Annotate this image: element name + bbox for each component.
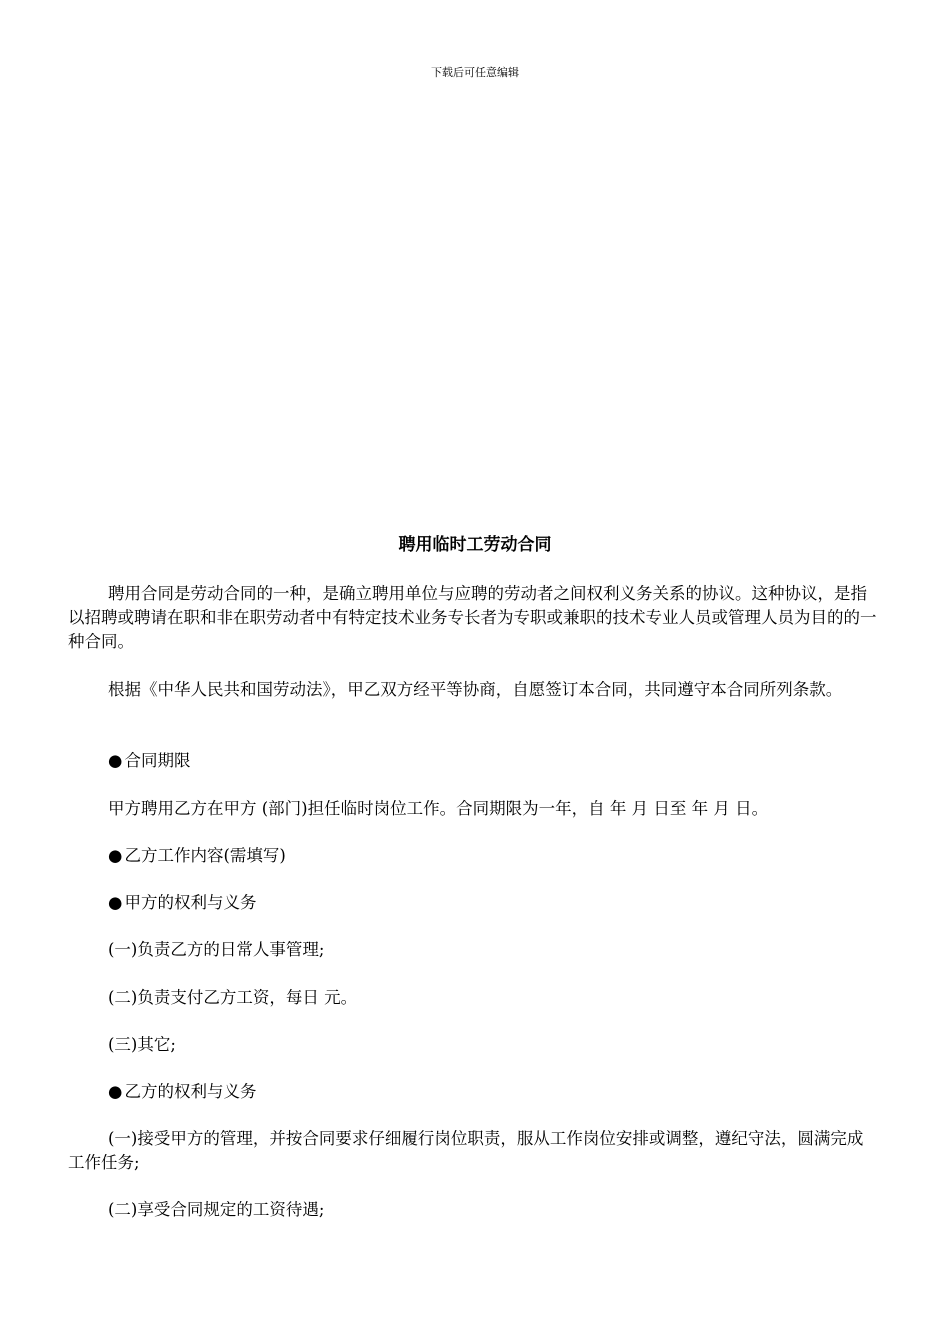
party-b-item-2-text: (二)享受合同规定的工资待遇; (108, 1200, 325, 1219)
basis-paragraph (68, 678, 878, 702)
term-paragraph (68, 797, 908, 821)
party-b-item-1 (68, 1127, 878, 1175)
section-work-heading (68, 844, 878, 868)
party-a-item-1-text: (一)负责乙方的日常人事管理; (108, 940, 325, 959)
section-party-b-heading (68, 1080, 878, 1104)
party-b-item-2 (68, 1198, 878, 1222)
term-text: 甲方聘用乙方在甲方 (部门)担任临时岗位工作。合同期限为一年，自 年 月 日至 年 月 日。 (108, 799, 769, 818)
party-b-item-1-text: (一)接受甲方的管理，并按合同要求仔细履行岗位职责，服从工作岗位安排或调整，遵纪守法，圆满完成工作任务; (68, 1129, 864, 1172)
document-title: 聘用临时工劳动合同 (398, 535, 552, 555)
page-header-note: 下载后可任意编辑 (431, 66, 519, 79)
bullet-icon: ● (108, 846, 123, 865)
bullet-icon: ● (108, 751, 123, 770)
intro-paragraph (68, 582, 878, 654)
party-a-item-1 (68, 938, 878, 962)
party-a-item-3 (68, 1033, 878, 1057)
section-work-label: 乙方工作内容(需填写) (124, 846, 286, 865)
party-a-item-2-text: (二)负责支付乙方工资，每日 元。 (108, 988, 358, 1007)
section-term-label: 合同期限 (124, 751, 191, 770)
basis-text: 根据《中华人民共和国劳动法》，甲乙双方经平等协商，自愿签订本合同，共同遵守本合同所列条款。 (108, 680, 843, 699)
section-party-a-label: 甲方的权利与义务 (124, 893, 257, 912)
bullet-icon: ● (108, 893, 123, 912)
section-party-b-label: 乙方的权利与义务 (124, 1082, 257, 1101)
section-term-heading (68, 749, 878, 773)
intro-text: 聘用合同是劳动合同的一种，是确立聘用单位与应聘的劳动者之间权利义务关系的协议。这种协议，是指以招聘或聘请在职和非在职劳动者中有特定技术业务专长者为专职或兼职的技术专业人员或管理人员为目的的一种合同。 (68, 584, 877, 651)
section-party-a-heading (68, 891, 878, 915)
bullet-icon: ● (108, 1082, 123, 1101)
party-a-item-3-text: (三)其它; (108, 1035, 176, 1054)
party-a-item-2 (68, 986, 878, 1010)
